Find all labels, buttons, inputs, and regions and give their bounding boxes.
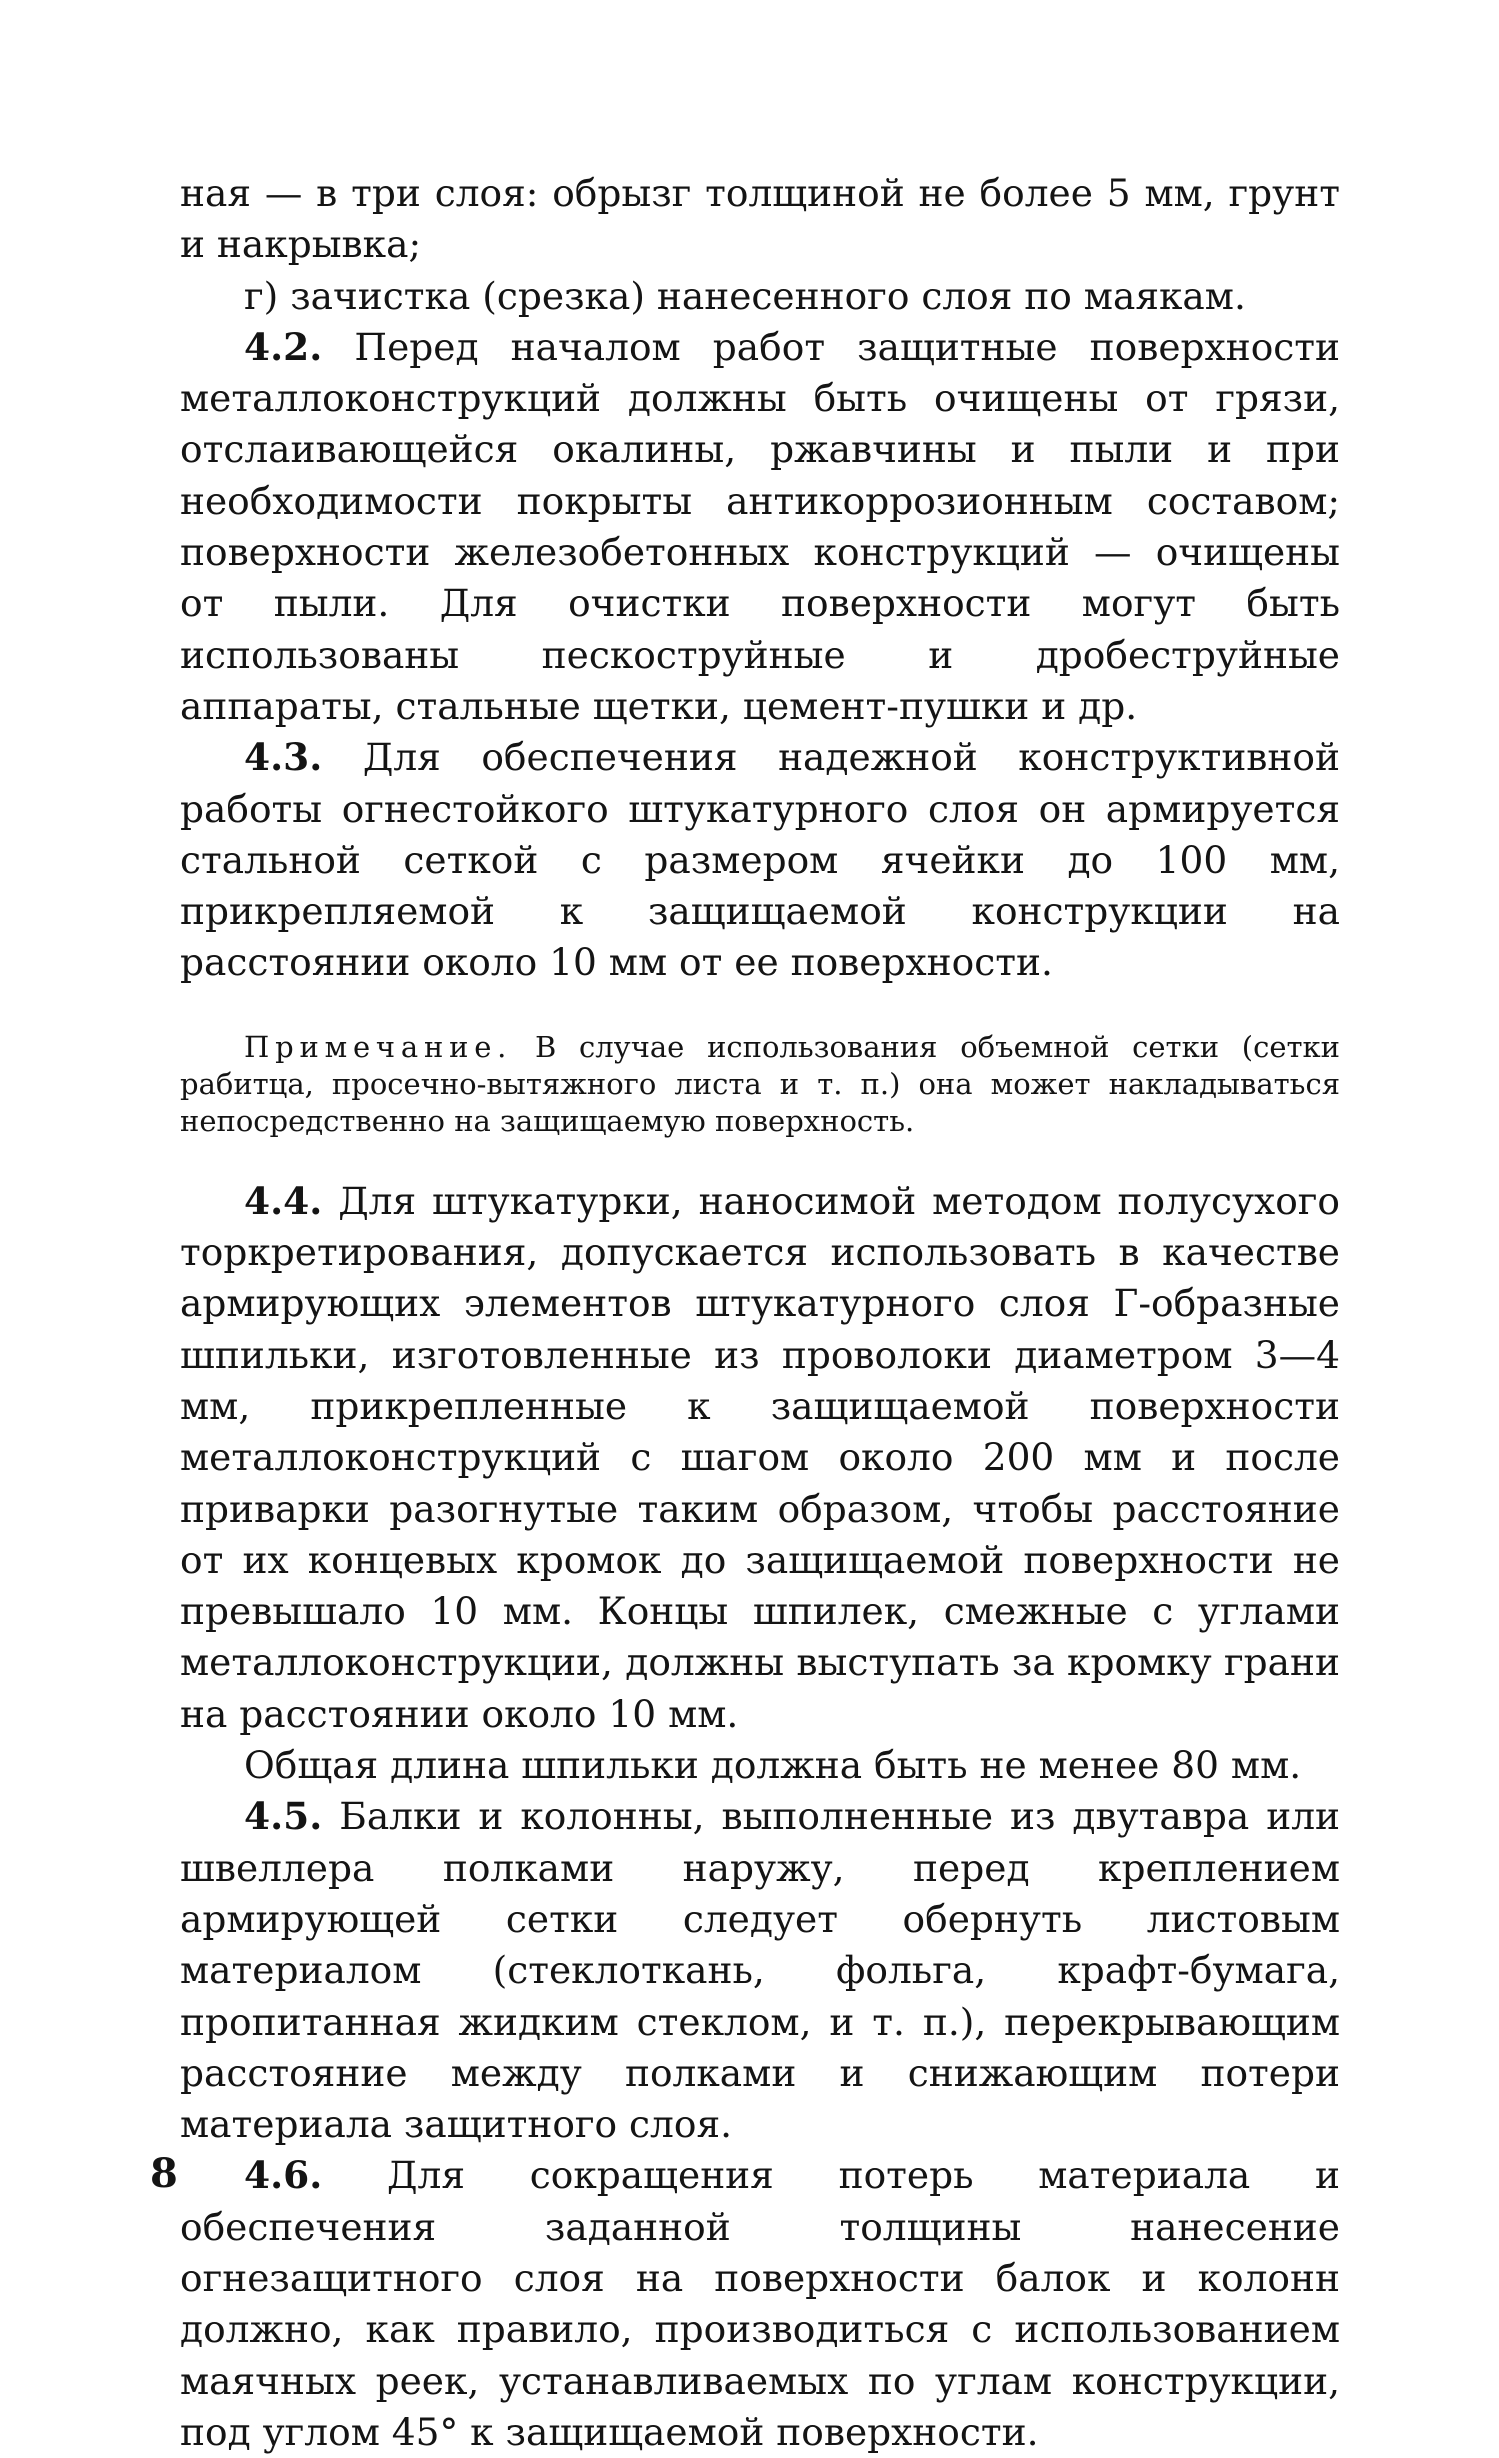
paragraph-4-2 [180,322,1340,732]
note [180,1029,1340,1140]
section-number: 4.5. [244,1794,323,1839]
paragraph-text: ная — в три слоя: обрызг толщиной не более 5 мм, грунт и накрывка; [180,171,1340,267]
page-number: 8 [150,2150,178,2197]
page-body [180,168,1340,2458]
paragraph-text: Для сокращения потерь материала и обеспечения заданной толщины нанесение огнезащитного слоя на поверхности балок и колонн должно, как правило, производиться с использованием маячных реек, устанавливаемых по углам конструкции, под углом 45° к защищаемой поверхности. [180,2153,1340,2454]
section-number: 4.3. [244,735,323,780]
paragraph-4-5 [180,1791,1340,2150]
section-number: 4.2. [244,324,323,369]
note-label: Примечание. [244,1029,513,1064]
paragraph-item-g [180,271,1340,322]
paragraph-text: Для обеспечения надежной конструктивной работы огнестойкого штукатурного слоя он армируется стальной сеткой с размером ячейки до 100 мм, прикрепляемой к защищаемой конструкции на расстоянии около 10 мм от ее поверхности. [180,735,1340,985]
paragraph-text: Общая длина шпильки должна быть не менее 80 мм. [244,1743,1302,1788]
paragraph-text: Балки и колонны, выполненные из двутавра или швеллера полками наружу, перед креплением армирующей сетки следует обернуть листовым материалом (стеклоткань, фольга, крафт-бумага, пропитанная жидким стеклом, и т. п.), перекрывающим расстояние между полками и снижающим потери материала защитного слоя. [180,1794,1341,2147]
section-number: 4.4. [244,1178,323,1223]
note-text: В случае использования объемной сетки (сетки рабитца, просечно-вытяжного листа и т. п.) она может накладываться непосредственно на защищаемую поверхность. [180,1029,1340,1138]
section-number: 4.6. [244,2153,323,2198]
paragraph-4-6 [180,2150,1340,2458]
paragraph-continuation [180,168,1340,271]
paragraph-4-4 [180,1176,1340,1740]
paragraph-text: Для штукатурки, наносимой методом полусухого торкретирования, допускается использовать в качестве армирующих элементов штукатурного слоя Г-образные шпильки, изготовленные из проволоки диаметром 3—4 мм, прикрепленные к защищаемой поверхности металлоконструкций с шагом около 200 мм и после приварки разогнутые таким образом, чтобы расстояние от их концевых кромок до защищаемой поверхности не превышало 10 мм. Концы шпилек, смежные с углами металлоконструкции, должны выступать за кромку грани на расстоянии около 10 мм. [180,1178,1340,1736]
paragraph-text: Перед началом работ защитные поверхности металлоконструкций должны быть очищены от грязи, отслаивающейся окалины, ржавчины и пыли и при необходимости покрыты антикоррозионным составом; поверхности железобетонных конструкций — очищены от пыли. Для очистки поверхности могут быть использованы пескоструйные и дробеструйные аппараты, стальные щетки, цемент-пушки и др. [180,324,1341,728]
paragraph-4-3 [180,732,1340,988]
paragraph-4-4-continued [180,1740,1340,1791]
paragraph-text: г) зачистка (срезка) нанесенного слоя по маякам. [244,273,1246,318]
